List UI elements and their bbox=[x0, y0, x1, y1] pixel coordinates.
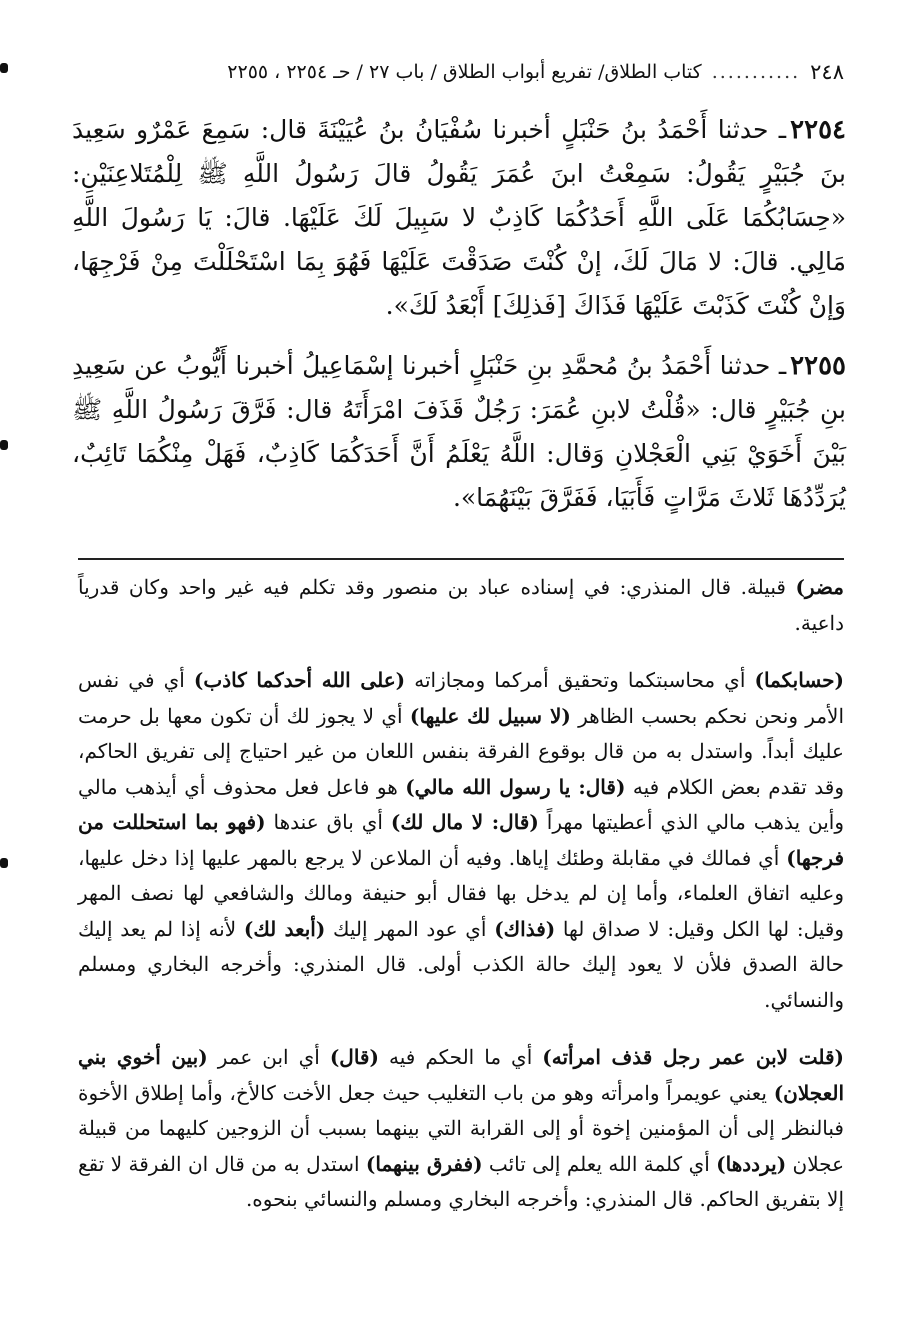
running-header bbox=[70, 55, 844, 89]
commentary-paragraph bbox=[78, 663, 844, 1018]
commentary bbox=[78, 570, 844, 1240]
commentary-term: مضر) bbox=[795, 575, 844, 599]
commentary-text: أي باق عندها bbox=[265, 810, 391, 834]
commentary-text: يعني عويمراً وامرأته وهو من باب التغليب حيث جعل الأخت كالأخ، وأما إطلاق الأخوة فبالنظر إلى أن المؤمنين إخوة أو إلى القرابة التي بينهما بسبب أن الزوجين كليهما من قبيلة عجلان bbox=[78, 1080, 844, 1176]
commentary-paragraph bbox=[78, 1040, 844, 1218]
hadith-number: ٢٢٥٥ bbox=[790, 351, 846, 381]
commentary-term: (على الله أحدكما كاذب) bbox=[193, 668, 406, 692]
hadith-body: ـ حدثنا أَحْمَدُ بنُ حَنْبَلٍ أخبرنا سُفْيَانُ بنُ عُيَيْنَةَ قال: سَمِعَ عَمْرٌو سَعِيدَ بنَ جُبَيْرٍ يَقُولُ: سَمِعْتُ ابنَ عُمَرَ يَقُولُ قالَ رَسُولُ اللَّهِ ﷺ لِلْمُتَلاعِنَيْنِ: «حِسَابُكُمَا عَلَى اللَّهِ أَحَدُكُمَا كَاذِبٌ لا سَبِيلَ لَكَ عَلَيْهَا. قالَ: يَا رَسُولَ اللَّهِ مَالِي. قالَ: لا مَالَ لَكَ، إنْ كُنْتَ صَدَقْتَ عَلَيْهَا فَهُوَ بِمَا اسْتَحْلَلْتَ مِنْ فَرْجِهَا، وَإنْ كُنْتَ كَذَبْتَ عَلَيْهَا فَذَاكَ [فَذلِكَ] أَبْعَدُ لَكَ». bbox=[72, 115, 846, 320]
commentary-paragraph bbox=[78, 570, 844, 641]
commentary-term: (قلت لابن عمر رجل قذف امرأته) bbox=[542, 1045, 844, 1069]
commentary-text: أي في نفس الأمر ونحن نحكم بحسب الظاهر bbox=[78, 668, 845, 728]
commentary-text: أي عود المهر إليك bbox=[325, 916, 495, 941]
page-number: ٢٤٨ bbox=[810, 60, 844, 84]
commentary-text: استدل به من قال ان الفرقة لا تقع إلا بتفريق الحاكم. قال المنذري: وأخرجه البخاري ومسلم والنسائي بنحوه. bbox=[78, 1151, 844, 1211]
commentary-text: أي ما الحكم فيه bbox=[378, 1045, 543, 1069]
commentary-text: أي كلمة الله يعلم إلى تائب bbox=[482, 1151, 717, 1176]
commentary-term: (فذاك) bbox=[494, 916, 556, 941]
commentary-term: (فهو بما استحللت من فرجها) bbox=[78, 810, 844, 870]
hadith-body: ـ حدثنا أَحْمَدُ بنُ مُحمَّدِ بنِ حَنْبَلٍ أخبرنا إسْمَاعِيلُ أخبرنا أَيُّوبُ عن سَعِيدِ بنِ جُبَيْرٍ قال: «قُلْتُ لابنِ عُمَرَ: رَجُلٌ قَذَفَ امْرَأَتَهُ قال: فَرَّقَ رَسُولُ اللَّهِ ﷺ بَيْنَ أَخَوَيْ بَنِي الْعَجْلانِ وَقال: اللَّهُ يَعْلَمُ أَنَّ أَحَدَكُمَا كَاذِبٌ، فَهَلْ مِنْكُمَا تَائِبٌ، يُرَدِّدُهَا ثَلاثَ مَرَّاتٍ فَأَبَيَا، فَفَرَّقَ بَيْنَهُمَا». bbox=[72, 351, 846, 512]
hadith-text bbox=[72, 108, 846, 536]
commentary-term: (أبعد لك) bbox=[243, 916, 326, 941]
commentary-text: أي فمالك في مقابلة وطئك إياها. وفيه أن الملاعن لا يرجع بالمهر عليها إذا دخل عليها، وعليه اتفاق العلماء، وأما إن لم يدخل بها فقال أبو حنيفة ومالك والشافعي لها نصف المهر وقيل: لها الكل وقيل: لا صداق لها bbox=[78, 845, 844, 941]
hadith-number: ٢٢٥٤ bbox=[790, 115, 846, 145]
commentary-term: (ففرق بينهما) bbox=[365, 1151, 483, 1176]
commentary-text: أي لا يجوز لك أن تكون معها بل حرمت عليك أبداً. واستدل به من قال بوقوع الفرقة بنفس اللعان من غير احتياج إلى تفريق الحاكم، وقد تقدم بعض الكلام فيه bbox=[78, 703, 844, 799]
commentary-term: (بين أخوي بني العجلان) bbox=[78, 1045, 844, 1105]
commentary-text: لأنه إذا لم يعد إليك حالة الصدق فلأن لا يعود إليك حالة الكذب أولى. قال المنذري: وأخرجه البخاري ومسلم والنسائي. bbox=[78, 916, 844, 1012]
margin-mark bbox=[0, 858, 8, 868]
commentary-term: (حسابكما) bbox=[754, 668, 844, 692]
commentary-term: (قال) bbox=[329, 1045, 379, 1069]
commentary-text: أي ابن عمر bbox=[207, 1045, 330, 1069]
commentary-text: قبيلة. قال المنذري: في إسناده عباد بن منصور وقد تكلم فيه غير واحد وكان قدرياً داعية. bbox=[78, 575, 844, 635]
commentary-term: (لا سبيل لك عليها) bbox=[409, 703, 571, 728]
hadith-2254 bbox=[72, 108, 846, 328]
leader-dots: ........... bbox=[711, 61, 801, 83]
running-title: كتاب الطلاق/ تفريع أبواب الطلاق / باب ٢٧ / حـ ٢٢٥٤ ، ٢٢٥٥ bbox=[227, 61, 702, 83]
commentary-text: هو فاعل فعل محذوف أي أيذهب مالي وأين يذهب مالي الذي أعطيتها مهراً bbox=[78, 774, 845, 834]
commentary-text: أي محاسبتكما وتحقيق أمركما ومجازاته bbox=[405, 668, 755, 692]
footnote-divider bbox=[78, 558, 844, 560]
commentary-term: (قال: لا مال لك) bbox=[390, 810, 539, 834]
margin-mark bbox=[0, 440, 8, 450]
hadith-2255 bbox=[72, 344, 846, 520]
margin-mark bbox=[0, 63, 8, 73]
commentary-term: (يرددها) bbox=[716, 1151, 787, 1176]
commentary-term: (قال: يا رسول الله مالي) bbox=[405, 774, 626, 799]
